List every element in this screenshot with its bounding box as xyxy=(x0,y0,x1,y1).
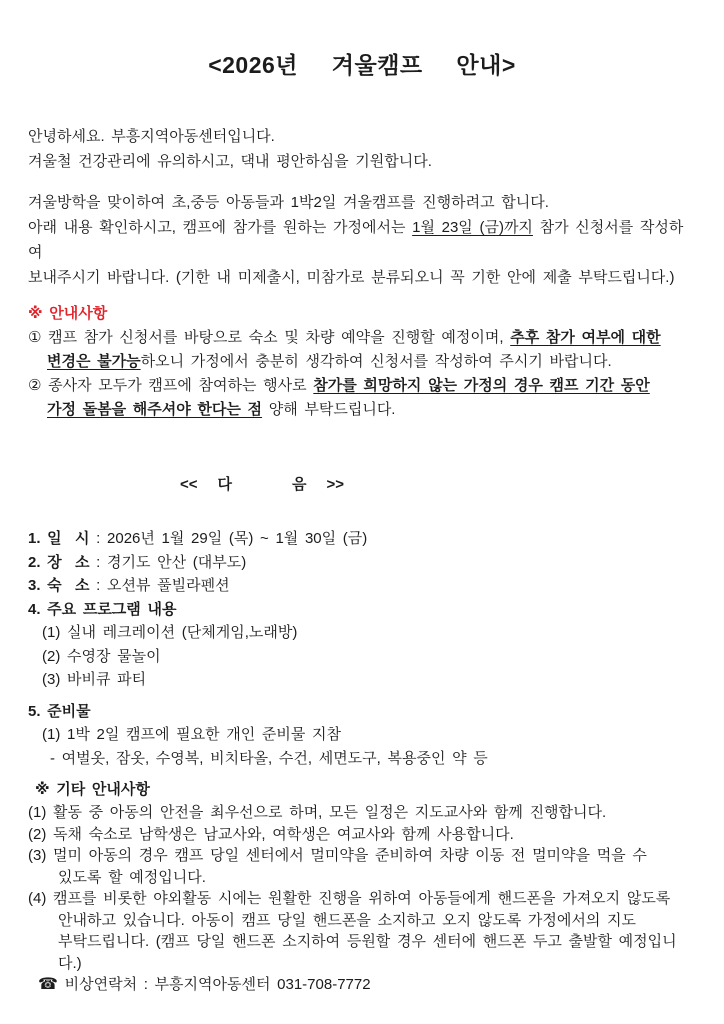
etc-item-2: (2) 독채 숙소로 남학생은 남교사와, 여학생은 여교사와 함께 사용합니다. xyxy=(28,825,514,843)
program-item-1: (1) 실내 레크레이션 (단체게임,노래방) xyxy=(42,624,298,641)
intro-line-2: 겨울철 건강관리에 유의하시고, 댁내 평안하심을 기원합니다. xyxy=(28,153,432,170)
intro-paragraph xyxy=(28,124,696,174)
detail-separator: : xyxy=(89,553,108,571)
camp-details-list xyxy=(28,527,696,770)
notice-item-1-pre: ① 캠프 참가 신청서를 바탕으로 숙소 및 차량 예약을 진행할 예정이며, xyxy=(28,329,511,346)
program-item-3: (3) 바비큐 파티 xyxy=(42,671,147,688)
detail-row-lodging xyxy=(28,574,696,598)
section-divider: << 다 음 >> xyxy=(179,476,345,493)
detail-row-place xyxy=(28,551,696,575)
notice-item-1-line-2 xyxy=(28,350,696,374)
notice-item-2-post: 양해 부탁드립니다. xyxy=(262,401,396,418)
invitation-line-1: 겨울방학을 맞이하여 초,중등 아동들과 1박2일 겨울캠프를 진행하려고 합니다. xyxy=(28,194,549,211)
invitation-line-3: 보내주시기 바랍니다. (기한 내 미제출시, 미참가로 분류되오니 꼭 기한 안에 제출 부탁드립니다.) xyxy=(28,269,675,286)
etc-item-4-line-1: (4) 캠프를 비롯한 야외활동 시에는 원활한 진행을 위하여 아동들에게 핸드폰을 가져오지 않도록 xyxy=(28,890,671,907)
detail-row-date xyxy=(28,527,696,551)
supplies-item-1: (1) 1박 2일 캠프에 필요한 개인 준비물 지참 xyxy=(42,726,342,743)
intro-line-1: 안녕하세요. 부흥지역아동센터입니다. xyxy=(28,128,275,145)
notice-item-1-line-1 xyxy=(28,326,696,350)
notice-item-2-emphasis-1: 참가를 희망하지 않는 가정의 경우 캠프 기간 동안 xyxy=(313,377,650,394)
supplies-item-2: - 여벌옷, 잠옷, 수영복, 비치타올, 수건, 세면도구, 복용중인 약 등 xyxy=(50,749,488,767)
notice-item-2-line-2 xyxy=(28,398,696,422)
etc-item-4-line-2: 안내하고 있습니다. 아동이 캠프 당일 핸드폰을 소지하고 오지 않도록 가정에서의 지도 xyxy=(58,911,636,929)
phone-icon: ☎ xyxy=(38,976,58,993)
invitation-paragraph xyxy=(28,190,696,290)
detail-label-place: 2. 장 소 xyxy=(28,553,90,571)
page-title: <2026년 겨울캠프 안내> xyxy=(208,52,516,78)
detail-separator: : xyxy=(89,530,108,547)
detail-label-date: 1. 일 시 xyxy=(28,530,90,547)
deadline-underlined: 1월 23일 (금)까지 xyxy=(412,219,533,236)
notice-item-1-emphasis-1: 추후 참가 여부에 대한 xyxy=(510,329,661,346)
notice-item-2-pre: ② 종사자 모두가 캠프에 참여하는 행사로 xyxy=(28,377,314,394)
detail-label-lodging: 3. 숙 소 xyxy=(28,577,90,594)
detail-row-supplies-heading xyxy=(28,700,696,724)
invitation-line-2-pre: 아래 내용 확인하시고, 캠프에 참가를 원하는 가정에서는 xyxy=(28,219,413,236)
detail-label-program: 4. 주요 프로그램 내용 xyxy=(28,600,177,618)
detail-row-program-heading xyxy=(28,598,696,622)
detail-value-place: 경기도 안산 (대부도) xyxy=(107,553,247,571)
invitation-line-2-post: 참가 신청서를 작성하여 xyxy=(28,219,684,261)
emergency-contact-text: 비상연락처 : 부흥지역아동센터 031-708-7772 xyxy=(57,976,371,993)
detail-separator: : xyxy=(89,577,108,594)
notice-item-1-emphasis-2: 변경은 불가능 xyxy=(47,353,141,370)
etc-heading: ※ 기타 안내사항 xyxy=(35,781,150,798)
invitation-line-2 xyxy=(28,215,696,265)
detail-label-supplies: 5. 준비물 xyxy=(28,702,91,720)
notice-item-1-post: 하오니 가정에서 충분히 생각하여 신청서를 작성하여 주시기 바랍니다. xyxy=(140,353,612,370)
etc-item-4-line-3: 부탁드립니다. (캠프 당일 핸드폰 소지하여 등원할 경우 센터에 핸드폰 두고 출발할 예정입니다.) xyxy=(58,933,677,972)
emergency-contact-line xyxy=(38,974,696,996)
notice-item-2-line-1 xyxy=(28,374,696,398)
etc-notice-section xyxy=(28,778,696,996)
notice-section xyxy=(28,302,696,422)
notice-heading: ※ 안내사항 xyxy=(28,305,108,322)
detail-value-date: 2026년 1월 29일 (목) ~ 1월 30일 (금) xyxy=(107,530,368,547)
etc-item-3-line-2: 있도록 할 예정입니다. xyxy=(58,868,206,886)
etc-item-3-line-1: (3) 멀미 아동의 경우 캠프 당일 센터에서 멀미약을 준비하여 차량 이동 전 멀미약을 먹을 수 xyxy=(28,847,647,864)
program-item-2: (2) 수영장 물놀이 xyxy=(42,647,161,665)
detail-value-lodging: 오션뷰 풀빌라펜션 xyxy=(107,577,230,594)
notice-item-2-emphasis-2: 가정 돌봄을 해주셔야 한다는 점 xyxy=(47,401,263,418)
etc-item-1: (1) 활동 중 아동의 안전을 최우선으로 하며, 모든 일정은 지도교사와 함께 진행합니다. xyxy=(28,804,607,821)
